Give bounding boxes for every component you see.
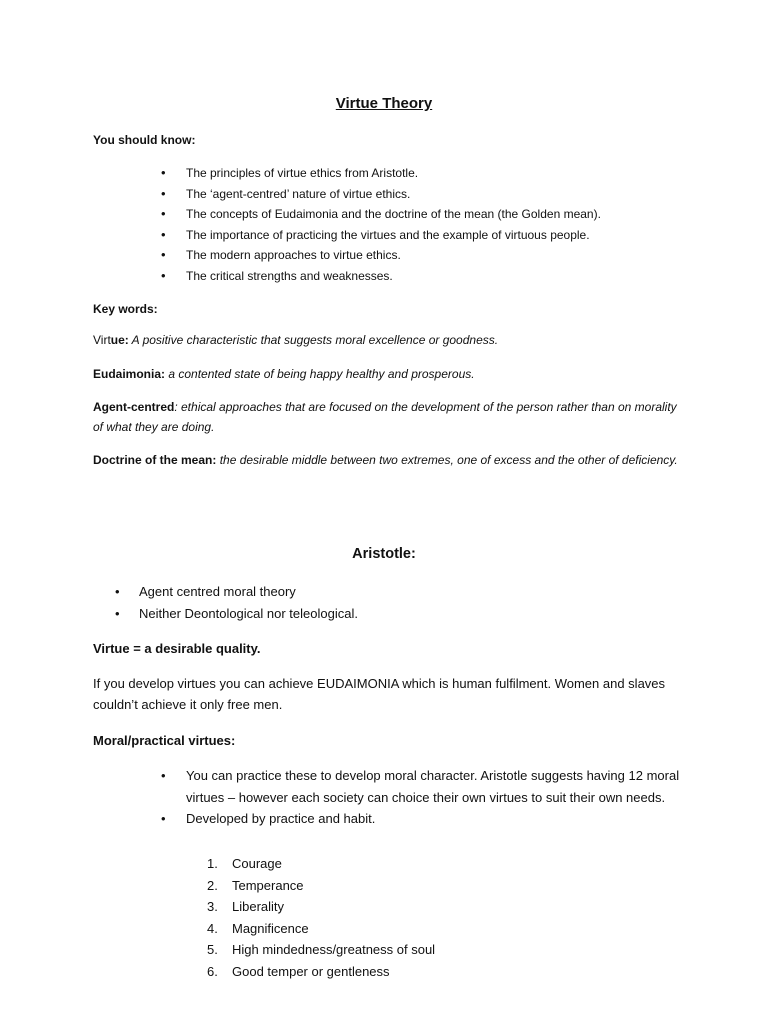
list-item: • Agent centred moral theory xyxy=(115,581,675,603)
list-item: • The importance of practicing the virtues and the example of virtuous people. xyxy=(161,225,681,246)
list-item xyxy=(207,853,607,875)
list-number: 6. xyxy=(207,963,218,979)
key-word-definition: a contented state of being happy healthy and prosperous. xyxy=(165,367,475,381)
page-title: Virtue Theory xyxy=(335,95,433,112)
list-label: Courage xyxy=(232,856,282,871)
list-item: • The modern approaches to virtue ethics. xyxy=(161,245,681,266)
list-item xyxy=(207,961,607,983)
list-label: Liberality xyxy=(232,899,285,915)
key-word-definition: : ethical approaches that are focused on the development of the person rather than on morality of what they are doing. xyxy=(93,400,677,434)
key-word-eudaimonia xyxy=(93,365,683,385)
list-label: Good temper or gentleness xyxy=(232,963,390,979)
list-number: 3. xyxy=(207,899,218,915)
key-word-term: ue: xyxy=(110,333,129,347)
list-number: 4. xyxy=(207,920,218,936)
list-item: • The concepts of Eudaimonia and the doctrine of the mean (the Golden mean). xyxy=(161,204,681,225)
list-number: 1. xyxy=(207,856,218,871)
key-word-definition: the desirable middle between two extremes, one of excess and the other of deficiency. xyxy=(216,453,678,467)
key-word-definition: A positive characteristic that suggests moral excellence or goodness. xyxy=(128,333,499,347)
key-word-agent-centred xyxy=(93,398,683,437)
key-words-heading: Key words: xyxy=(93,302,158,316)
list-item xyxy=(207,875,607,897)
list-item: • The ‘agent-centred’ nature of virtue ethics. xyxy=(161,184,681,205)
list-item xyxy=(207,939,607,961)
key-word-term: Doctrine of the mean: xyxy=(93,453,217,467)
list-item xyxy=(207,896,607,918)
should-know-list xyxy=(161,163,681,287)
list-item: • You can practice these to develop moral character. Aristotle suggests having 12 moral virtues – however each society can choice their own virtues to suit their own needs. xyxy=(161,765,681,808)
key-word-doctrine-of-mean xyxy=(93,451,683,471)
list-label: Magnificence xyxy=(232,920,309,936)
virtues-numbered-list xyxy=(207,853,607,983)
key-word-virtue xyxy=(93,331,683,351)
list-item: • The principles of virtue ethics from Aristotle. xyxy=(161,163,681,184)
list-item xyxy=(207,918,607,940)
list-item: • Neither Deontological nor teleological. xyxy=(115,603,675,625)
list-label: High mindedness/greatness of soul xyxy=(232,942,436,958)
aristotle-list xyxy=(115,581,675,625)
list-item: • Developed by practice and habit. xyxy=(161,808,681,830)
key-word-term: Eudaimonia: xyxy=(93,367,166,381)
list-number: 2. xyxy=(207,877,218,893)
key-word-term-prefix: Virt xyxy=(93,333,111,347)
virtue-definition-line: Virtue = a desirable quality. xyxy=(93,641,261,656)
moral-virtues-heading: Moral/practical virtues: xyxy=(93,733,236,748)
moral-virtues-list xyxy=(161,765,681,830)
list-item: • The critical strengths and weaknesses. xyxy=(161,266,681,287)
list-label: Temperance xyxy=(232,877,304,893)
eudaimonia-paragraph: If you develop virtues you can achieve EUDAIMONIA which is human fulfilment. Women and slaves couldn’t achieve it only free men. xyxy=(93,676,666,712)
list-number: 5. xyxy=(207,942,218,958)
key-word-term: Agent-centred xyxy=(93,400,175,414)
should-know-heading: You should know: xyxy=(93,133,196,147)
aristotle-heading: Aristotle: xyxy=(352,546,416,562)
